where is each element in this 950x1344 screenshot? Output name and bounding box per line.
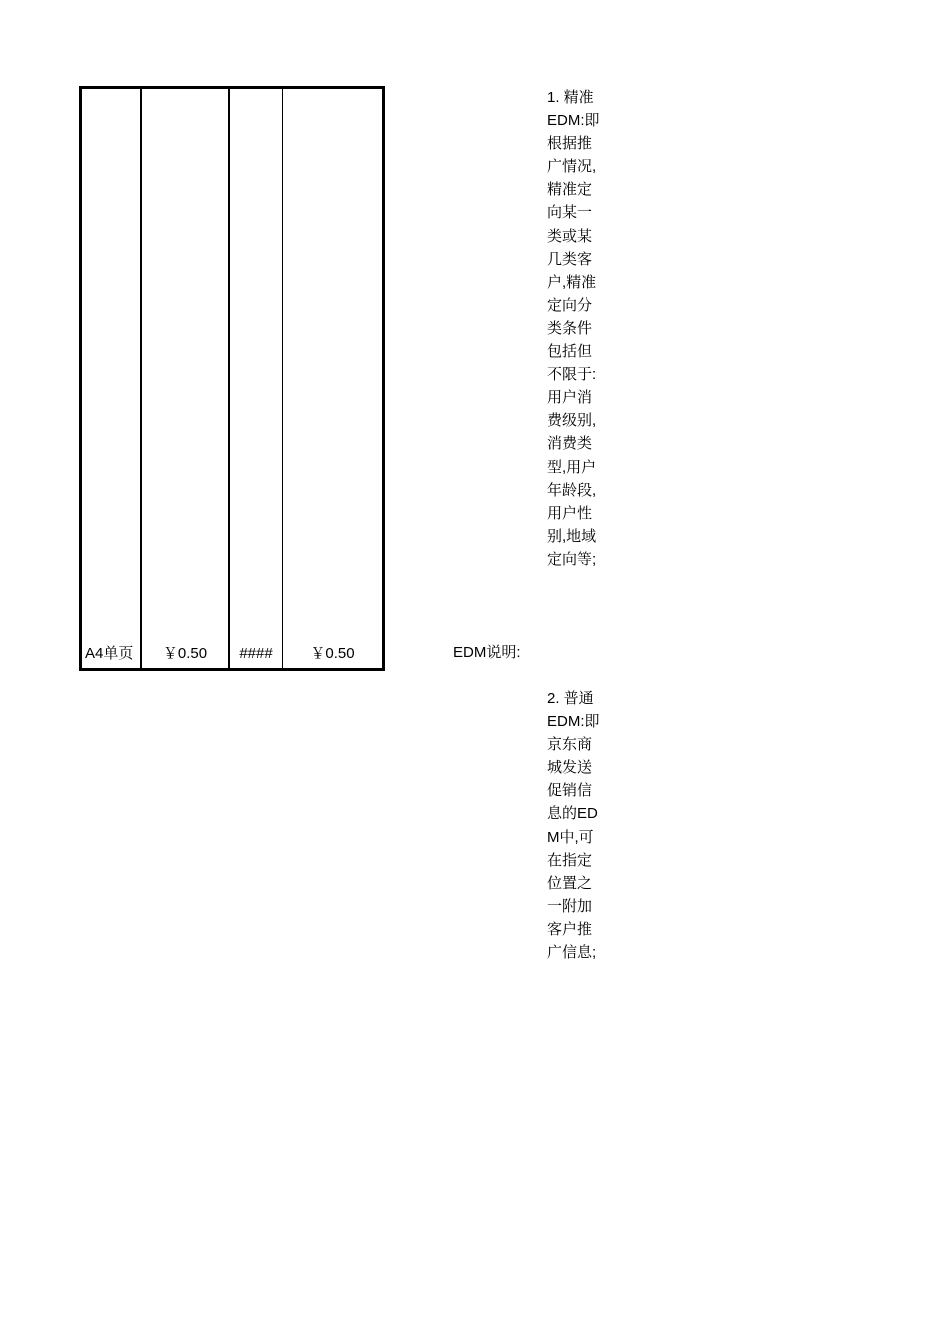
edm-note-precise: 1. 精准EDM:即根据推广情况,精准定向某一类或某几类客户,精准定向分类条件包括但不限于: 用户消费级别,消费类型,用户年龄段,用户性别,地域定向等; [547, 89, 600, 568]
table-cell-quantity[interactable] [230, 89, 283, 668]
table-cell-item[interactable] [82, 89, 142, 668]
total-price: ￥0.50 [310, 645, 355, 662]
unit-price: ￥0.50 [162, 645, 208, 662]
table-cell-total[interactable] [283, 89, 382, 668]
quantity-overflow: #### [239, 645, 273, 662]
pricing-table [79, 86, 385, 671]
edm-note-general: 2. 普通EDM:即京东商城发送促销信息的EDM中,可在指定位置之一附加客户推广信息; [547, 690, 600, 962]
table-cell-unit-price[interactable] [142, 89, 230, 668]
edm-label: EDM说明: [453, 644, 521, 661]
item-name: A4单页 [85, 645, 134, 662]
